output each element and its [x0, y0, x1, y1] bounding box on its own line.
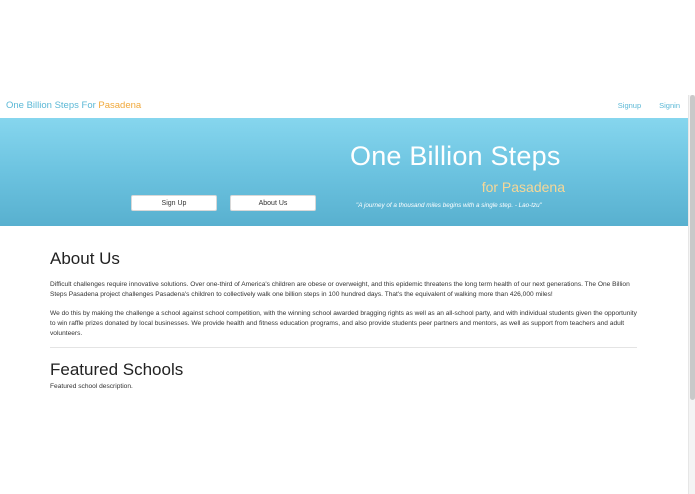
- about-us-button[interactable]: About Us: [230, 195, 316, 211]
- featured-school-description: Featured school description.: [50, 383, 133, 390]
- section-divider: [50, 347, 637, 348]
- about-heading: About Us: [50, 249, 120, 268]
- page-viewport: [0, 95, 688, 494]
- signup-link[interactable]: Signup: [617, 101, 642, 110]
- navbar: [0, 95, 688, 118]
- brand-link[interactable]: [6, 100, 141, 111]
- nav-links: [618, 101, 680, 110]
- about-paragraph-2: We do this by making the challenge a school against school competition, with the winning school awarded bragging rights as well as an all-school party, and with individual students given the opportunity to win raffle prizes donated by local businesses. We provide health and fitness education programs, and also provide students peer partners and mentors, as well as support from teachers and adult volunteers.: [50, 310, 637, 337]
- sign-up-button[interactable]: Sign Up: [131, 195, 217, 211]
- hero-title: One Billion Steps: [350, 141, 561, 171]
- hero-banner: [0, 118, 688, 226]
- about-paragraph-1: Difficult challenges require innovative solutions. Over one-third of America's children are obese or overweight, and this epidemic threatens the long term health of our next generations. The One Billion Steps Pasadena project challenges Pasadena's children to collectively walk one billion steps in 100 hundred days. That's the equivalent of walking more than 426,000 miles!: [50, 281, 630, 298]
- signin-link[interactable]: Signin: [659, 101, 680, 110]
- featured-schools-heading: Featured Schools: [50, 360, 184, 379]
- vertical-scrollbar[interactable]: [688, 95, 695, 494]
- hero-quote: "A journey of a thousand miles begins with a single step. - Lao-tzu": [356, 202, 542, 209]
- scrollbar-thumb[interactable]: [690, 95, 695, 400]
- brand-accent-text: Pasadena: [98, 100, 142, 111]
- brand-main-text: One Billion Steps For: [6, 100, 99, 111]
- hero-subtitle: for Pasadena: [481, 179, 565, 195]
